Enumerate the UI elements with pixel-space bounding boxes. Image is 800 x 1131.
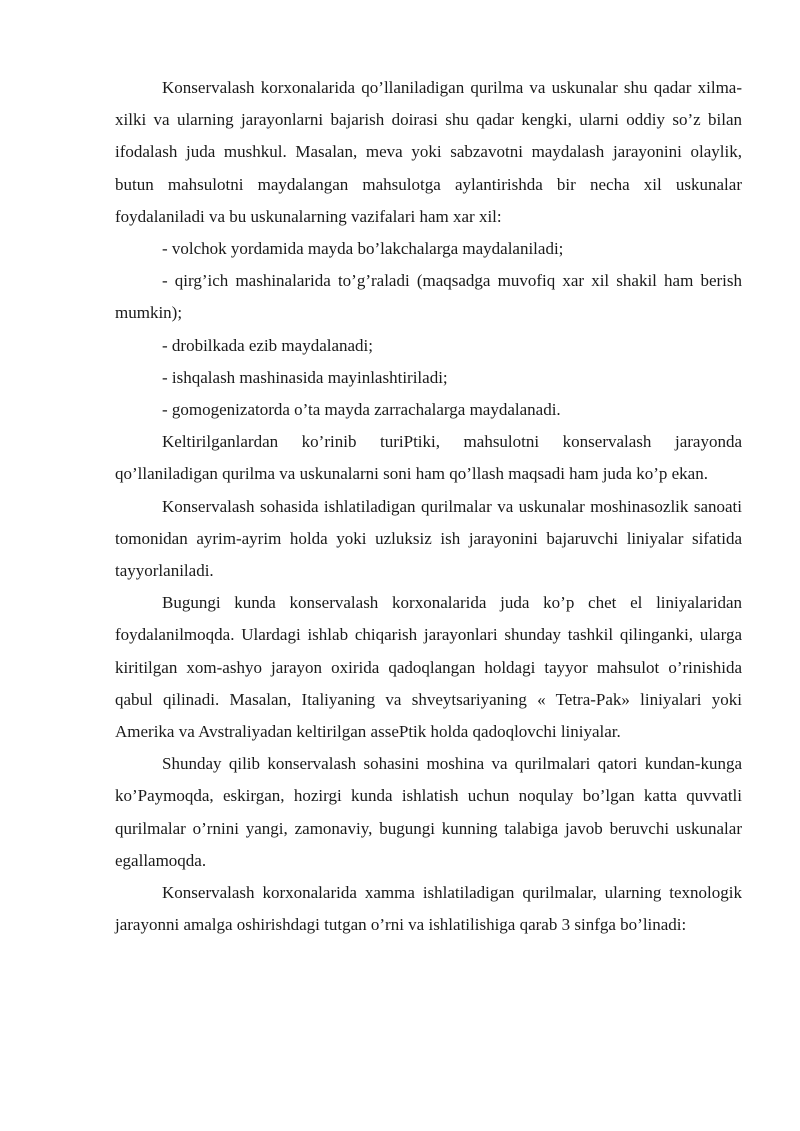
document-page <box>115 72 742 941</box>
paragraph-sinfga: Konservalash korxonalarida xamma ishlatiladigan qurilmalar, ularning texnologik jarayonni amalga oshirishdagi tutgan o’rni va ishlatilishiga qarab 3 sinfga bo’linadi: <box>115 883 742 935</box>
paragraph-intro: Konservalash korxonalarida qo’llaniladigan qurilma va uskunalar shu qadar xilma-xilki va ularning jarayonlarni bajarish doirasi shu qadar kengki, ularni oddiy so’z bilan ifodalash juda mushkul. Masalan, meva yoki sabzavotni maydalash jarayonini olaylik, butun mahsulotni maydalangan mahsulotga aylantirishda bir necha xil uskunalar foydalaniladi va bu uskunalarning vazifalari ham xar xil: <box>115 78 742 226</box>
list-item-drobilka: - drobilkada ezib maydalanadi; <box>162 335 373 355</box>
paragraph-keltirilganlardan: Keltirilganlardan ko’rinib turiPtiki, mahsulotni konservalash jarayonda qo’llaniladigan qurilma va uskunalarni soni ham qo’llash maqsadi ham juda ko’p ekan. <box>115 432 742 484</box>
list-item-qirgich: - qirg’ich mashinalarida to’g’raladi (maqsadga muvofiq xar xil shakil ham berish mumkin); <box>115 271 742 323</box>
paragraph-bugungi-kunda: Bugungi kunda konservalash korxonalarida juda ko’p chet el liniyalaridan foydalanilmoqda. Ulardagi ishlab chiqarish jarayonlari shunday tashkil qilinganki, ularga kiritilgan xom-ashyo jarayon oxirida qadoqlangan holdagi tayyor mahsulot o’rinishida qabul qilinadi. Masalan, Italiyaning va shveytsariyaning « Tetra-Pak» liniyalari yoki Amerika va Avstraliyadan keltirilgan assePtik holda qadoqlovchi liniyalar. <box>115 593 742 742</box>
list-item-volchok: - volchok yordamida mayda bo’lakchalarga maydalaniladi; <box>162 239 564 259</box>
paragraph-sohasida: Konservalash sohasida ishlatiladigan qurilmalar va uskunalar moshinasozlik sanoati tomonidan ayrim-ayrim holda yoki uzluksiz ish jarayonini bajaruvchi liniyalar sifatida tayyorlaniladi. <box>115 496 742 581</box>
list-item-gomogenizator: - gomogenizatorda o’ta mayda zarrachalarga maydalanadi. <box>162 400 561 420</box>
list-item-ishqalash: - ishqalash mashinasida mayinlashtiriladi; <box>162 367 448 387</box>
paragraph-shunday-qilib: Shunday qilib konservalash sohasini moshina va qurilmalari qatori kundan-kunga ko’Paymoqda, eskirgan, hozirgi kunda ishlatish uchun noqulay bo’lgan katta quvvatli qurilmalar o’rnini yangi, zamonaviy, bugungi kunning talabiga javob beruvchi uskunalar egallamoqda. <box>115 754 742 870</box>
